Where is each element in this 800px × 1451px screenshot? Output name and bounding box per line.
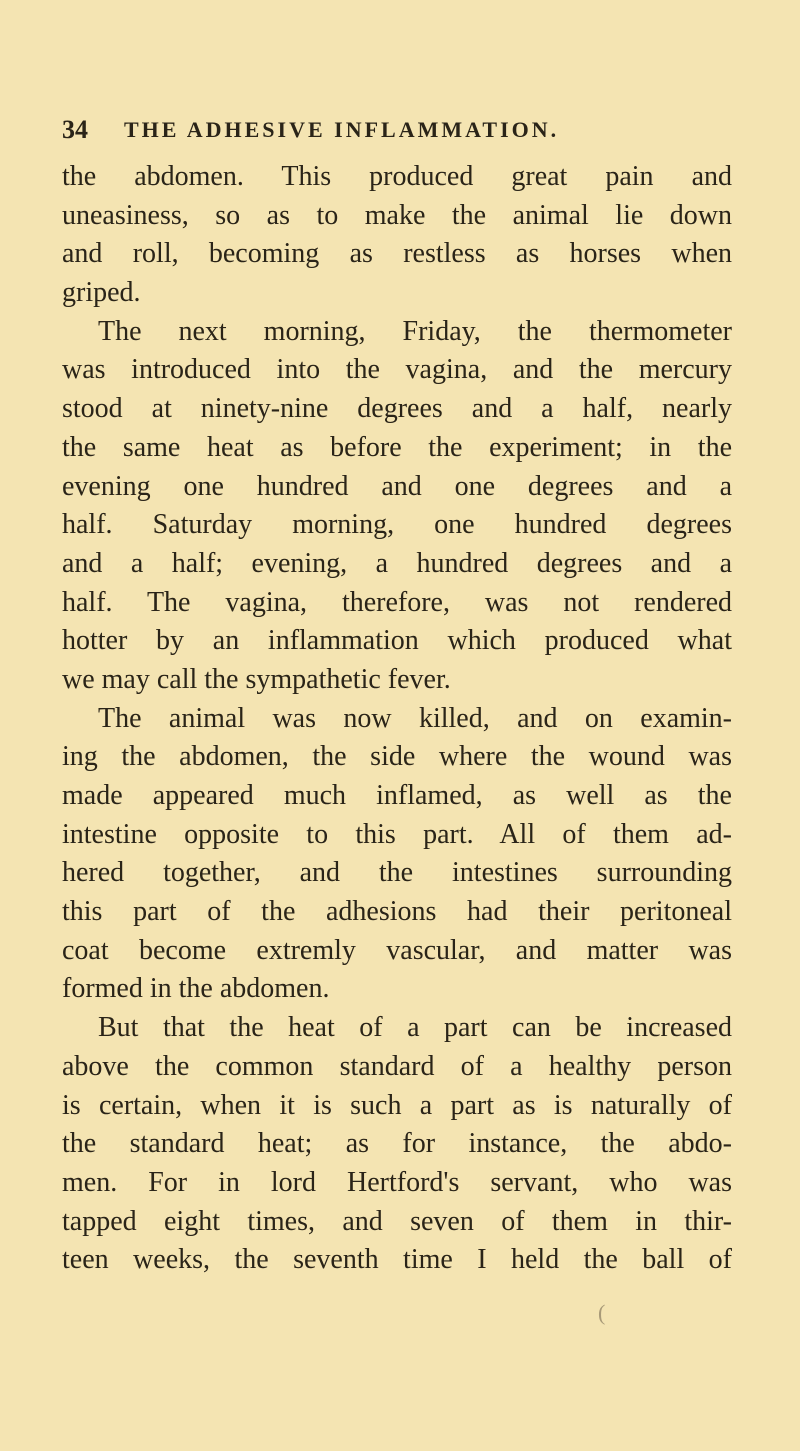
text-line: ing the abdomen, the side where the wound was	[62, 741, 732, 773]
text-line: is certain, when it is such a part as is naturally of	[62, 1089, 732, 1121]
body-text	[62, 158, 732, 1280]
text-line: coat become extremly vascular, and matter was	[62, 934, 732, 966]
text-line: the same heat as before the experiment; in the	[62, 431, 732, 463]
page-header	[62, 110, 752, 150]
paper-speck: (	[598, 1300, 606, 1325]
paragraph-start-line: The animal was now killed, and on examin-	[98, 702, 732, 734]
text-line: half. Saturday morning, one hundred degrees	[62, 509, 732, 541]
text-line: and a half; evening, a hundred degrees and a	[62, 547, 732, 579]
page-number: 34	[62, 115, 88, 144]
text-line: hotter by an inflammation which produced what	[62, 625, 732, 657]
text-line: intestine opposite to this part. All of them ad-	[62, 818, 732, 850]
paragraph-start-line: But that the heat of a part can be increased	[98, 1012, 732, 1044]
text-line: we may call the sympathetic fever.	[62, 663, 451, 695]
text-line: griped.	[62, 277, 141, 309]
text-line: the standard heat; as for instance, the abdo-	[62, 1128, 732, 1160]
text-line: hered together, and the intestines surrounding	[62, 857, 732, 889]
text-line: was introduced into the vagina, and the mercury	[62, 354, 732, 386]
paragraph-start-line: The next morning, Friday, the thermometer	[98, 315, 732, 347]
text-line: formed in the abdomen.	[62, 973, 330, 1005]
text-line: stood at ninety-nine degrees and a half, nearly	[62, 393, 732, 425]
text-line: evening one hundred and one degrees and a	[62, 470, 732, 502]
text-line: above the common standard of a healthy person	[62, 1050, 732, 1082]
text-line: this part of the adhesions had their peritoneal	[62, 896, 732, 928]
text-line: tapped eight times, and seven of them in thir-	[62, 1205, 732, 1237]
text-line: and roll, becoming as restless as horses when	[62, 238, 732, 270]
text-line: men. For in lord Hertford's servant, who was	[62, 1166, 732, 1198]
text-line: teen weeks, the seventh time I held the ball of	[62, 1244, 732, 1276]
text-line: the abdomen. This produced great pain and	[62, 161, 732, 192]
text-line: half. The vagina, therefore, was not rendered	[62, 586, 732, 618]
text-line: made appeared much inflamed, as well as the	[62, 780, 732, 811]
running-head: THE ADHESIVE INFLAMMATION.	[124, 117, 560, 142]
text-line: uneasiness, so as to make the animal lie down	[62, 199, 732, 231]
